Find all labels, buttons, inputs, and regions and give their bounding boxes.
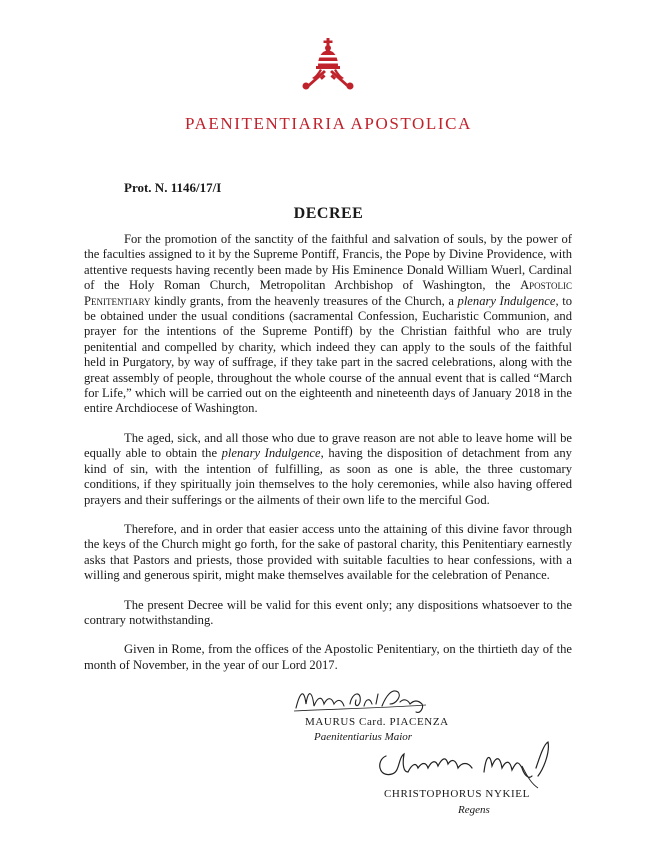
paragraph-4: The present Decree will be valid for this event only; any dispositions whatsoever to the contrary notwithstanding. [84, 597, 572, 627]
paragraph-2: The aged, sick, and all those who due to grave reason are not able to leave home will be equally able to obtain the plenary Indulgence, having the disposition of detachment from any kind of sin, with the intention of fulfilling, as soon as one is able, the three customary conditions, if they spiritually join themselves to the holy ceremonies, while also having offered prayers and their sufferings or the ailments of their own life to the merciful God. [84, 430, 572, 507]
signature-piacenza [292, 682, 430, 716]
signer-title-2: Regens [458, 804, 490, 816]
signer-title-1: Paenitentiarius Maior [314, 731, 413, 743]
signer-name-2: CHRISTOPHORUS NYKIEL [384, 788, 530, 800]
paragraph-3: Therefore, and in order that easier access unto the attaining of this divine favor through the keys of the Church might go forth, for the sake of pastoral charity, this Penitentiary earnestly asks that Pastors and priests, those provided with suitable faculties to hear confessions, with a willing and generous spirit, might make themselves available for the celebration of Penance. [84, 521, 572, 583]
page-title: DECREE [293, 205, 364, 222]
signature-nykiel [372, 738, 554, 790]
paragraph-5: Given in Rome, from the offices of the Apostolic Penitentiary, on the thirtieth day of the month of November, in the year of our Lord 2017. [84, 642, 572, 672]
paragraph-1: For the promotion of the sanctity of the faithful and salvation of souls, by the power of the faculties assigned to it by the Supreme Pontiff, Francis, the Pope by Divine Providence, with attentive requests having recently been made by His Eminence Donald William Wuerl, Cardinal of the Holy Roman Church, Metropolitan Archbishop of Washington, the Apostolic Penitentiary kindly grants, from the heavenly treasures of the Church, a plenary Indulgence, to be obtained under the usual conditions (sacramental Confession, Eucharistic Communion, and prayer for the intentions of the Supreme Pontiff) by the Christian faithful who are truly penitential and compelled by charity, which indeed they can apply to the souls of the faithful held in Purgatory, by way of suffrage, if they take part in the sacred celebrations, along with the great assembly of people, throughout the whole course of the annual event that is called “March for Life,” which will be carried out on the eighteenth and nineteenth days of January 2018 in the entire Archdiocese of Washington. [84, 232, 573, 416]
decree-body [84, 232, 572, 687]
institution-name: PAENITENTIARIA APOSTOLICA [185, 114, 472, 133]
protocol-number: Prot. N. 1146/17/I [124, 180, 222, 195]
papal-crest-icon [300, 38, 356, 90]
signer-name-1: MAURUS Card. PIACENZA [305, 716, 449, 728]
